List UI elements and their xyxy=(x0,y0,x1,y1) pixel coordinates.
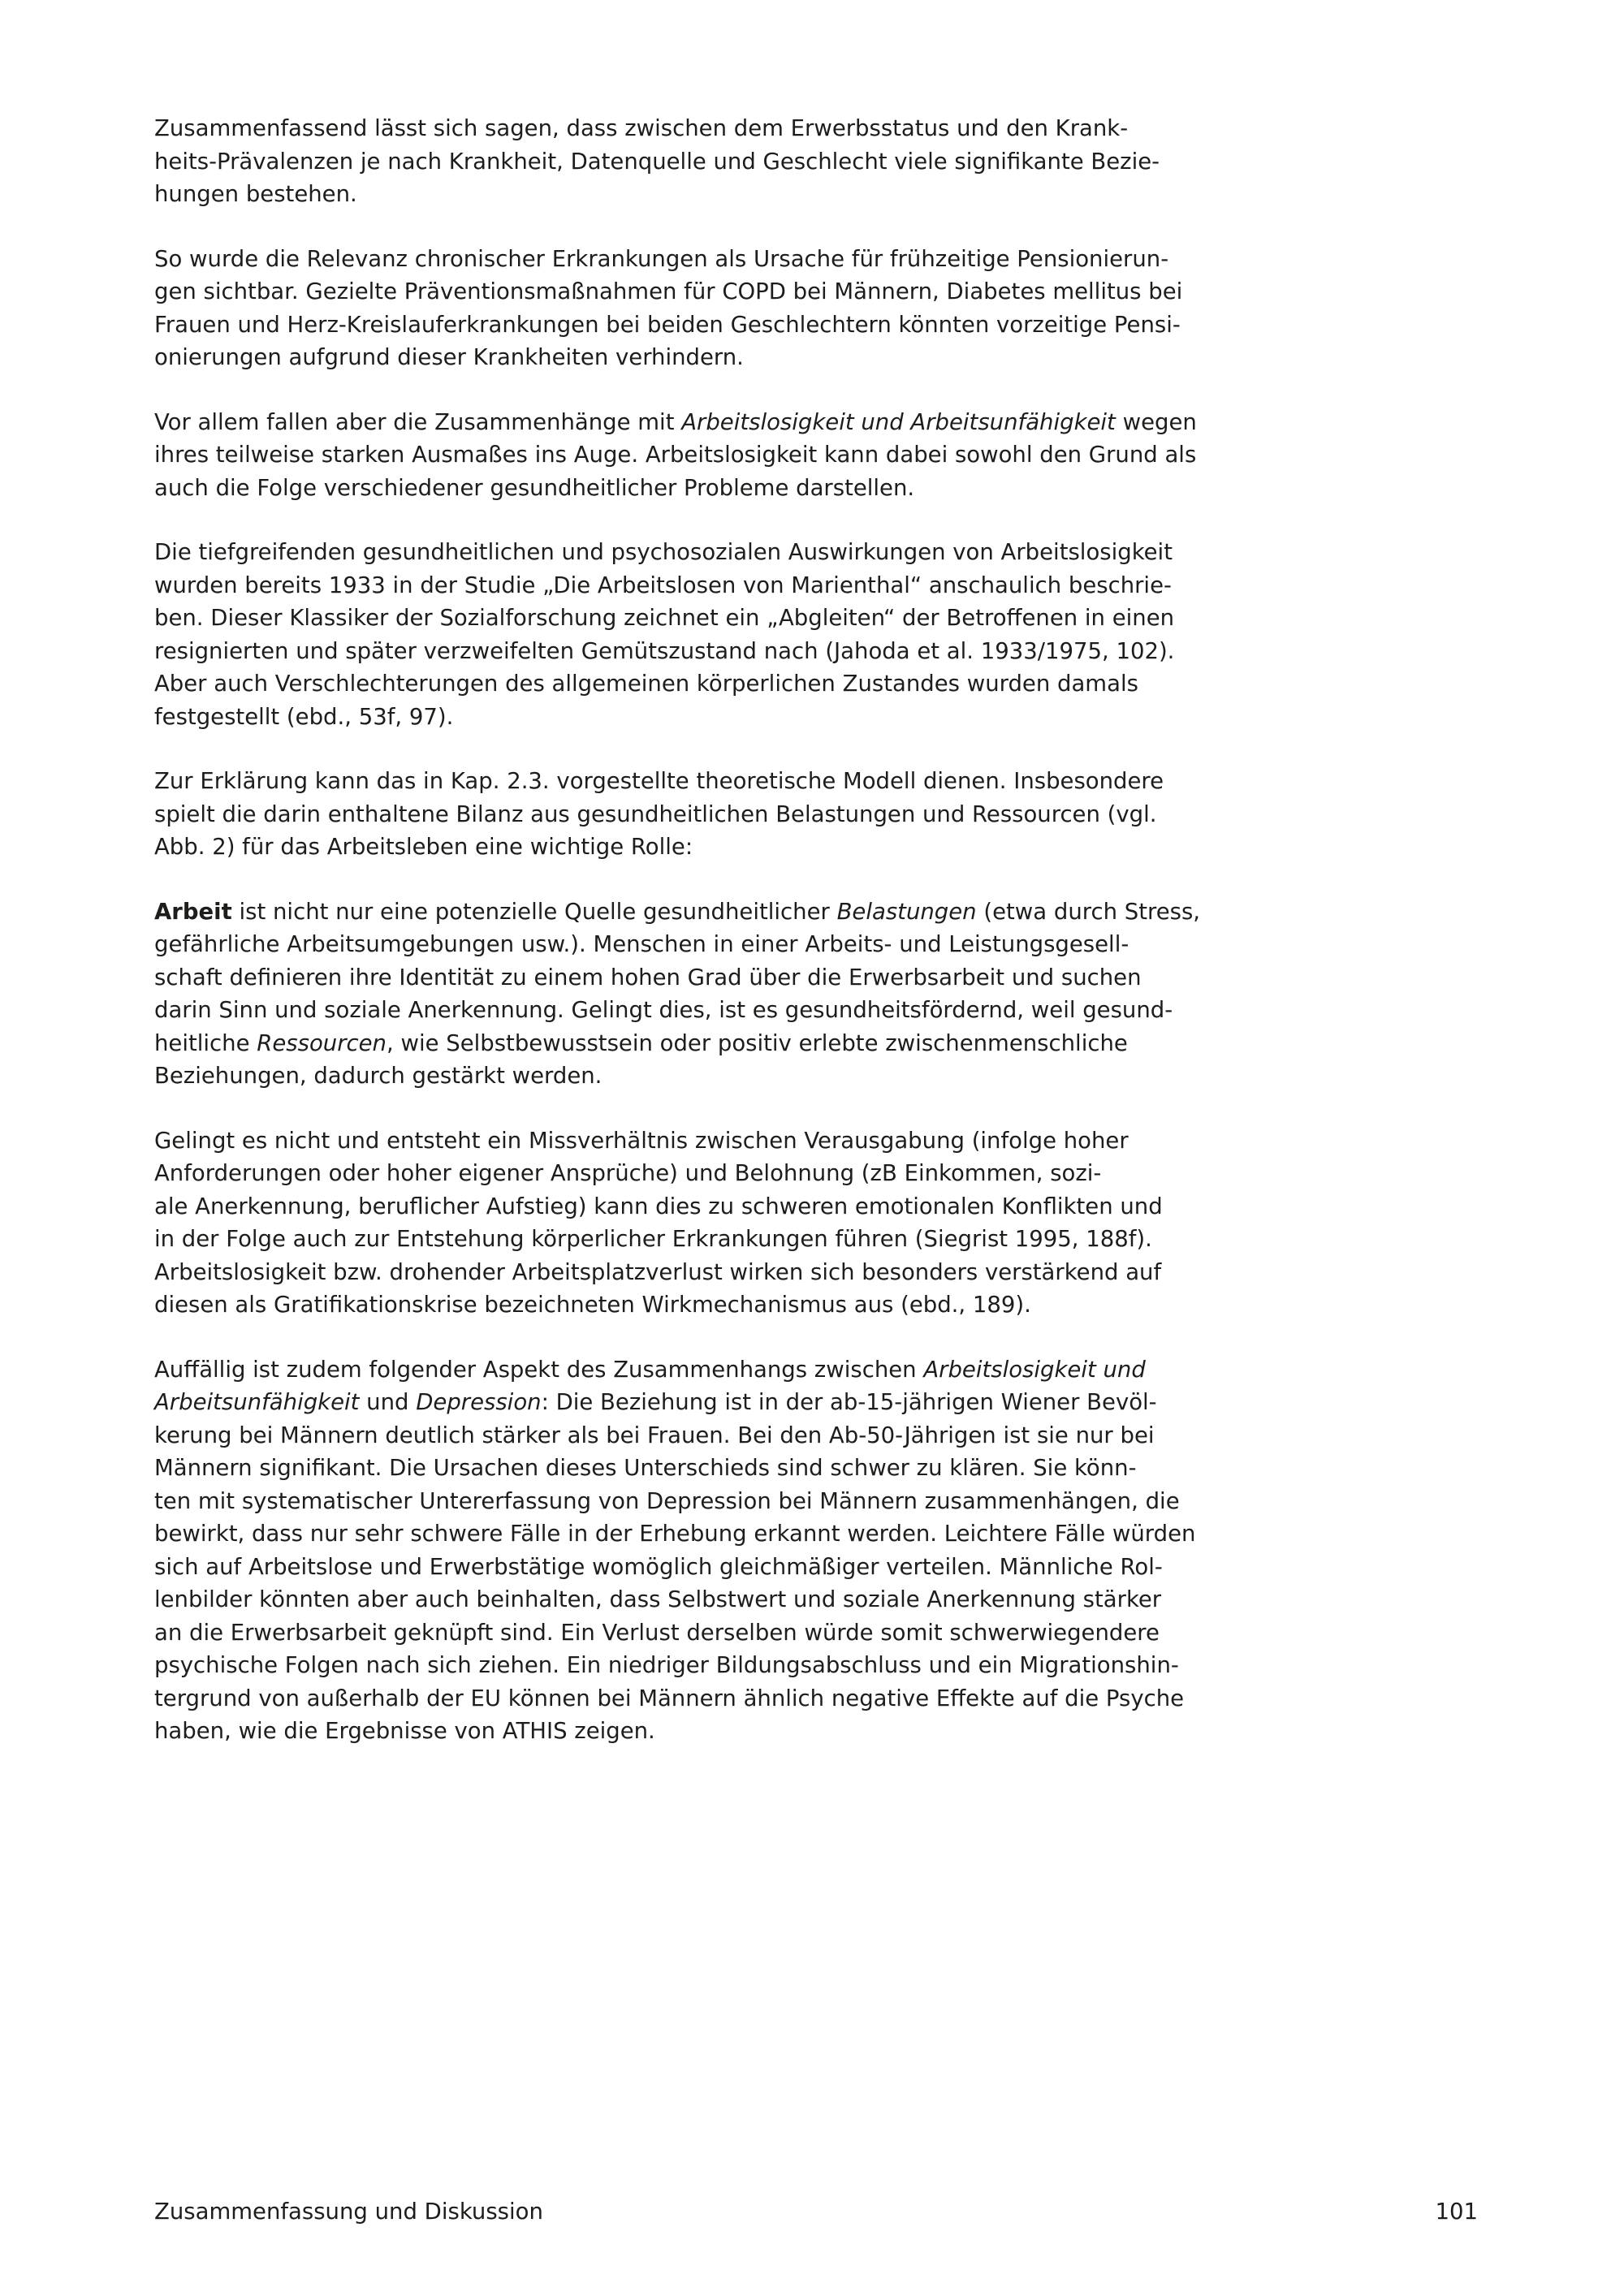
footer-section-title: Zusammenfassung und Diskussion xyxy=(154,2199,543,2225)
text-line: heitliche Ressourcen, wie Selbstbewusstsein oder positiv erlebte zwischenmenschliche xyxy=(154,1029,1128,1056)
text-line: festgestellt (ebd., 53f, 97). xyxy=(154,703,454,730)
text-line: hungen bestehen. xyxy=(154,181,357,207)
text-line: in der Folge auch zur Entstehung körperlicher Erkrankungen führen (Siegrist 1995, 188f). xyxy=(154,1226,1152,1252)
text-line: ale Anerkennung, beruflicher Aufstieg) kann dies zu schweren emotionalen Konflikten und xyxy=(154,1193,1163,1219)
text-line: haben, wie die Ergebnisse von ATHIS zeigen. xyxy=(154,1718,655,1744)
paragraph xyxy=(154,112,1160,211)
text-line: kerung bei Männern deutlich stärker als bei Frauen. Bei den Ab-50-Jährigen ist sie nur bei xyxy=(154,1422,1155,1448)
paragraph xyxy=(154,536,1175,733)
paragraph xyxy=(154,1353,1196,1748)
paragraph xyxy=(154,243,1183,374)
paragraph xyxy=(154,1124,1163,1322)
text-line: gefährliche Arbeitsumgebungen usw.). Menschen in einer Arbeits- und Leistungsgesell- xyxy=(154,931,1129,957)
text-line: Die tiefgreifenden gesundheitlichen und psychosozialen Auswirkungen von Arbeitslosigkeit xyxy=(154,539,1173,565)
text-line: Zusammenfassend lässt sich sagen, dass zwischen dem Erwerbsstatus und den Krank- xyxy=(154,115,1129,141)
text-line: ten mit systematischer Untererfassung von Depression bei Männern zusammenhängen, die xyxy=(154,1487,1180,1514)
text-line: darin Sinn und soziale Anerkennung. Gelingt dies, ist es gesundheitsfördernd, weil gesund- xyxy=(154,997,1173,1023)
text-line: spielt die darin enthaltene Bilanz aus gesundheitlichen Belastungen und Ressourcen (vgl. xyxy=(154,801,1157,827)
text-line: gen sichtbar. Gezielte Präventionsmaßnahmen für COPD bei Männern, Diabetes mellitus bei xyxy=(154,278,1183,304)
text-line: diesen als Gratifikationskrise bezeichneten Wirkmechanismus aus (ebd., 189). xyxy=(154,1292,1031,1318)
text-line: ben. Dieser Klassiker der Sozialforschung zeichnet ein „Abgleiten“ der Betroffenen in einen xyxy=(154,605,1175,631)
paragraph xyxy=(154,406,1197,505)
page-number: 101 xyxy=(1435,2199,1478,2225)
text-line: Vor allem fallen aber die Zusammenhänge mit Arbeitslosigkeit und Arbeitsunfähigkeit wegen xyxy=(154,408,1197,435)
text-line: Frauen und Herz-Kreislauferkrankungen bei beiden Geschlechtern könnten vorzeitige Pensi- xyxy=(154,311,1181,338)
text-line: psychische Folgen nach sich ziehen. Ein niedriger Bildungsabschluss und ein Migrationshin- xyxy=(154,1652,1179,1678)
text-line: Abb. 2) für das Arbeitsleben eine wichtige Rolle: xyxy=(154,834,693,860)
text-line: lenbilder könnten aber auch beinhalten, dass Selbstwert und soziale Anerkennung stärker xyxy=(154,1586,1162,1612)
text-line: wurden bereits 1933 in der Studie „Die Arbeitslosen von Marienthal“ anschaulich beschrie- xyxy=(154,572,1172,598)
text-line: ihres teilweise starken Ausmaßes ins Auge. Arbeitslosigkeit kann dabei sowohl den Grund als xyxy=(154,442,1197,468)
text-line: Aber auch Verschlechterungen des allgemeinen körperlichen Zustandes wurden damals xyxy=(154,671,1138,697)
text-line: Beziehungen, dadurch gestärkt werden. xyxy=(154,1063,603,1089)
text-line: onierungen aufgrund dieser Krankheiten verhindern. xyxy=(154,344,744,370)
paragraph xyxy=(154,896,1201,1093)
text-line: resignierten und später verzweifelten Gemütszustand nach (Jahoda et al. 1933/1975, 102). xyxy=(154,637,1175,664)
text-line: Auffällig ist zudem folgender Aspekt des Zusammenhangs zwischen Arbeitslosigkeit und xyxy=(154,1356,1146,1383)
text-line: Gelingt es nicht und entsteht ein Missverhältnis zwischen Verausgabung (infolge hoher xyxy=(154,1127,1129,1154)
text-line: Anforderungen oder hoher eigener Ansprüche) und Belohnung (zB Einkommen, sozi- xyxy=(154,1160,1102,1186)
text-line: So wurde die Relevanz chronischer Erkrankungen als Ursache für frühzeitige Pensionierun- xyxy=(154,245,1169,272)
text-line: Arbeitsunfähigkeit und Depression: Die Beziehung ist in der ab-15-jährigen Wiener Bevöl- xyxy=(154,1389,1157,1415)
text-line: Arbeitslosigkeit bzw. drohender Arbeitsplatzverlust wirken sich besonders verstärkend auf xyxy=(154,1258,1162,1285)
text-line: sich auf Arbeitslose und Erwerbstätige womöglich gleichmäßiger verteilen. Männliche Rol- xyxy=(154,1553,1163,1580)
text-line: Männern signifikant. Die Ursachen dieses Unterschieds sind schwer zu klären. Sie könn- xyxy=(154,1455,1137,1481)
text-line: tergrund von außerhalb der EU können bei Männern ähnlich negative Effekte auf die Psyche xyxy=(154,1685,1185,1711)
text-line: heits-Prävalenzen je nach Krankheit, Datenquelle und Geschlecht viele signifikante Bezie- xyxy=(154,148,1160,175)
paragraph xyxy=(154,765,1164,864)
text-line: Arbeit ist nicht nur eine potenzielle Quelle gesundheitlicher Belastungen (etwa durch Stress, xyxy=(154,898,1201,925)
text-line: schaft definieren ihre Identität zu einem hohen Grad über die Erwerbsarbeit und suchen xyxy=(154,964,1142,990)
text-line: auch die Folge verschiedener gesundheitlicher Probleme darstellen. xyxy=(154,474,915,501)
body-text xyxy=(154,112,1201,1780)
text-line: an die Erwerbsarbeit geknüpft sind. Ein Verlust derselben würde somit schwerwiegendere xyxy=(154,1619,1160,1646)
text-line: bewirkt, dass nur sehr schwere Fälle in der Erhebung erkannt werden. Leichtere Fälle würden xyxy=(154,1521,1196,1547)
text-line: Zur Erklärung kann das in Kap. 2.3. vorgestellte theoretische Modell dienen. Insbesondere xyxy=(154,768,1164,794)
